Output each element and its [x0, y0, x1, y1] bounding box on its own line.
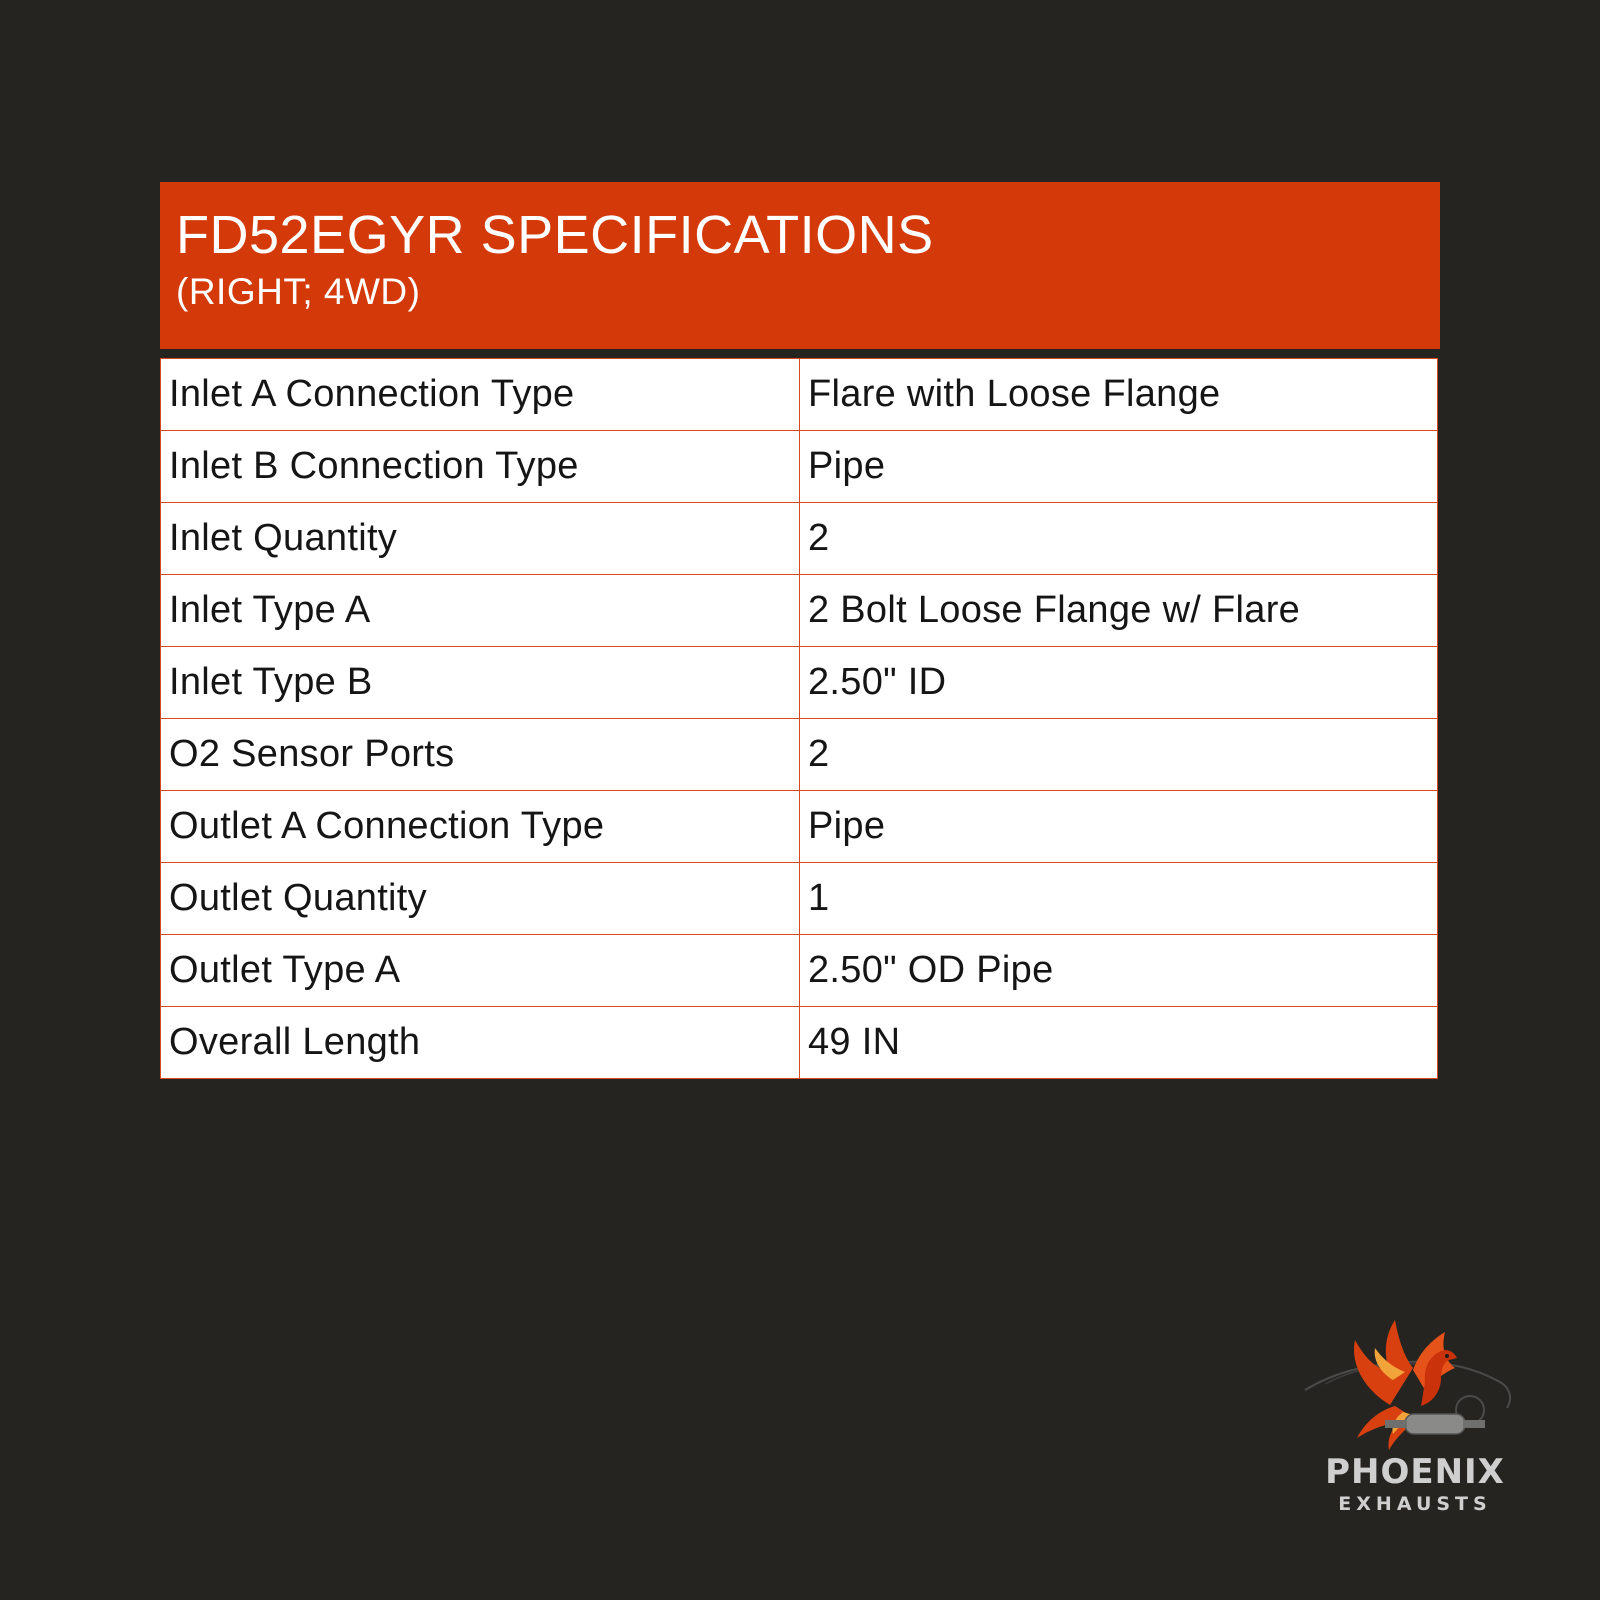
- spec-value: 2 Bolt Loose Flange w/ Flare: [800, 575, 1438, 647]
- spec-value: Pipe: [800, 431, 1438, 503]
- page-title: FD52EGYR SPECIFICATIONS: [176, 205, 934, 265]
- table-row: [161, 791, 1438, 863]
- spec-value: Flare with Loose Flange: [800, 359, 1438, 431]
- spec-label: Inlet Type B: [161, 647, 800, 719]
- table-row: [161, 431, 1438, 503]
- table-row: [161, 503, 1438, 575]
- table-row: [161, 575, 1438, 647]
- table-row: [161, 647, 1438, 719]
- logo-sub-text: EXHAUSTS: [1338, 1493, 1492, 1515]
- spec-label: Inlet Quantity: [161, 503, 800, 575]
- spec-value: 2: [800, 503, 1438, 575]
- spec-label: Inlet A Connection Type: [161, 359, 800, 431]
- table-row: [161, 359, 1438, 431]
- spec-value: 2: [800, 719, 1438, 791]
- phoenix-icon: [1295, 1310, 1535, 1455]
- spec-header: [160, 182, 1440, 349]
- spec-value: Pipe: [800, 791, 1438, 863]
- table-row: [161, 863, 1438, 935]
- spec-label: Inlet Type A: [161, 575, 800, 647]
- logo-brand-text: PHOENIX: [1325, 1452, 1505, 1492]
- spec-label: Outlet Type A: [161, 935, 800, 1007]
- spec-table: [160, 358, 1438, 1079]
- spec-label: Inlet B Connection Type: [161, 431, 800, 503]
- spec-value: 49 IN: [800, 1007, 1438, 1079]
- table-row: [161, 935, 1438, 1007]
- page-subtitle: (RIGHT; 4WD): [176, 271, 421, 312]
- spec-label: Outlet Quantity: [161, 863, 800, 935]
- spec-value: 1: [800, 863, 1438, 935]
- spec-label: O2 Sensor Ports: [161, 719, 800, 791]
- brand-logo: [1295, 1310, 1535, 1520]
- table-row: [161, 719, 1438, 791]
- spec-value: 2.50" OD Pipe: [800, 935, 1438, 1007]
- spec-label: Overall Length: [161, 1007, 800, 1079]
- spec-value: 2.50" ID: [800, 647, 1438, 719]
- table-row: [161, 1007, 1438, 1079]
- spec-label: Outlet A Connection Type: [161, 791, 800, 863]
